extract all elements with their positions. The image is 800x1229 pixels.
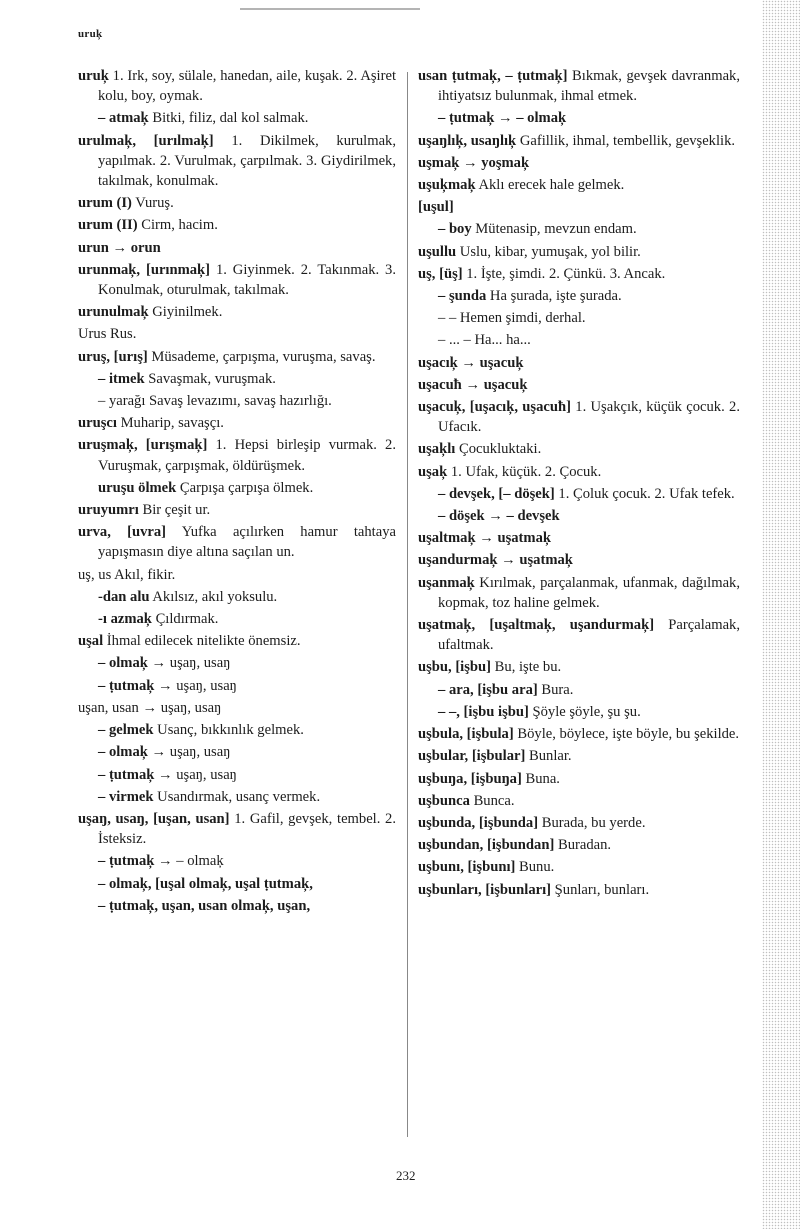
entry-headword: urva, [uvra] xyxy=(78,524,167,541)
dictionary-subentry xyxy=(78,765,396,785)
entry-definition: uşan, usan → uşaŋ, usaŋ xyxy=(78,699,222,716)
entry-headword: uşacuħ → uşacuķ xyxy=(418,376,528,393)
entry-definition: Usanç, bıkkınlık gelmek. xyxy=(153,722,304,739)
dictionary-subentry xyxy=(418,330,740,350)
dictionary-subentry xyxy=(418,219,740,239)
entry-headword: – itmek xyxy=(98,370,145,387)
entry-definition: – ... – Ha... ha... xyxy=(438,332,531,349)
entry-definition: İhmal edilecek nitelikte önemsiz. xyxy=(103,633,301,650)
entry-headword: uruşu ölmek xyxy=(98,479,177,496)
entry-definition: Yufka açılırken hamur tahtaya yapışmasın diye altına saçılan un. xyxy=(98,524,396,561)
dictionary-entry xyxy=(418,724,740,744)
entry-headword: uşacuķ, [uşacıķ, uşacuħ] xyxy=(418,399,571,416)
dictionary-entry xyxy=(78,500,396,520)
dictionary-subentry xyxy=(418,702,740,722)
entry-headword: urunmaķ, [urınmaķ] xyxy=(78,261,211,278)
entry-definition: Bura. xyxy=(537,681,574,698)
entry-headword: uşbundan, [işbundan] xyxy=(418,837,555,854)
entry-headword: uşatmaķ, [uşaltmaķ, uşandurmaķ] xyxy=(418,617,655,634)
entry-headword: uşmaķ → yoşmaķ xyxy=(418,154,530,171)
entry-definition: → uşaŋ, usaŋ xyxy=(154,677,237,694)
entry-definition: Böyle, böylece, işte böyle, bu şekilde. xyxy=(513,726,740,743)
entry-definition: 1. Çoluk çocuk. 2. Ufak tefek. xyxy=(554,485,735,502)
dictionary-subentry xyxy=(418,506,740,526)
entry-headword: uşandurmaķ → uşatmaķ xyxy=(418,552,573,569)
entry-definition: Bunlar. xyxy=(525,748,572,765)
entry-definition: Müsademe, çarpışma, vuruşma, savaş. xyxy=(147,348,376,365)
dictionary-entry xyxy=(78,66,396,106)
dictionary-subentry xyxy=(78,369,396,389)
dictionary-subentry xyxy=(78,676,396,696)
entry-definition: Vuruş. xyxy=(131,195,174,212)
entry-headword: uşaķlı xyxy=(418,441,456,458)
entry-definition: 1. Gafil, gevşek, tembel. 2. İsteksiz. xyxy=(98,810,396,848)
entry-headword: [uşul] xyxy=(418,199,454,216)
entry-headword: uşbunları, [işbunları] xyxy=(418,881,552,898)
entry-headword: uşaŋlıķ, usaŋlıķ xyxy=(418,132,517,149)
dictionary-entry xyxy=(418,397,740,437)
dictionary-entry xyxy=(78,522,396,562)
dictionary-entry xyxy=(78,131,396,192)
dictionary-entry xyxy=(418,835,740,855)
entry-definition: 1. Hepsi birleşip vurmak. 2. Vuruşmak, çarpışmak, öldürüşmek. xyxy=(98,437,397,474)
entry-definition: – yarağı Savaş levazımı, savaş hazırlığı. xyxy=(98,393,332,410)
entry-definition: Ha şurada, işte şurada. xyxy=(486,288,622,305)
entry-headword: -dan alu xyxy=(98,588,150,605)
entry-headword: uruşmaķ, [urışmaķ] xyxy=(78,437,208,454)
entry-definition: 1. Giyinmek. 2. Takınmak. 3. Konulmak, oturulmak, takılmak. xyxy=(98,261,396,299)
entry-headword: – olmaķ xyxy=(98,744,148,761)
dictionary-entry xyxy=(418,175,740,195)
dictionary-entry xyxy=(78,215,396,235)
entry-definition: Giyinilmek. xyxy=(148,304,223,321)
entry-definition: Muharip, savaşçı. xyxy=(116,415,224,432)
entry-definition: Çarpışa çarpışa ölmek. xyxy=(176,479,314,496)
entry-definition: Usandırmak, usanç vermek. xyxy=(153,788,321,805)
entry-headword: uşaŋ, usaŋ, [uşan, usan] xyxy=(78,810,230,827)
entry-definition: Parçalamak, ufaltmak. xyxy=(438,617,740,654)
entry-definition: 1. Uşakçık, küçük çocuk. 2. Ufacık. xyxy=(438,399,740,436)
dictionary-subentry xyxy=(418,308,740,328)
entry-headword: – ṭutmaķ xyxy=(98,677,155,694)
dictionary-entry xyxy=(418,197,740,217)
dictionary-subentry xyxy=(78,720,396,740)
entry-headword: uşbunca xyxy=(418,792,470,809)
dictionary-subentry xyxy=(78,851,396,871)
entry-headword: – atmaķ xyxy=(98,110,149,127)
entry-headword: – döşek → – devşek xyxy=(438,508,560,525)
entry-headword: urum (I) xyxy=(78,195,132,212)
dictionary-entry xyxy=(418,746,740,766)
dictionary-entry xyxy=(78,435,396,475)
dictionary-subentry xyxy=(418,484,740,504)
column-divider xyxy=(407,72,408,1137)
page-edge-texture xyxy=(762,0,800,1229)
entry-definition: Bıkmak, gevşek davranmak, ihtiyatsız bulunmak, ihmal etmek. xyxy=(438,68,740,105)
entry-headword: uruşcı xyxy=(78,415,117,432)
entry-definition: Bir çeşit ur. xyxy=(138,502,211,519)
dictionary-subentry xyxy=(78,587,396,607)
entry-definition: Bu, işte bu. xyxy=(491,659,562,676)
dictionary-entry xyxy=(78,347,396,367)
entry-headword: – ṭutmaķ, uşan, usan olmaķ, uşan, xyxy=(98,897,311,914)
entry-definition: uş, us Akıl, fikir. xyxy=(78,566,176,583)
entry-definition: Kırılmak, parçalanmak, ufanmak, dağılmak, kopmak, toz haline gelmek. xyxy=(438,574,740,611)
left-column xyxy=(78,66,396,918)
dictionary-entry xyxy=(78,324,396,344)
entry-headword: urum (II) xyxy=(78,217,138,234)
dictionary-subentry xyxy=(78,653,396,673)
dictionary-entry xyxy=(418,857,740,877)
entry-definition: 1. Irk, soy, sülale, hanedan, aile, kuşak. 2. Aşiret kolu, boy, oymak. xyxy=(98,68,396,105)
entry-definition: Bitki, filiz, dal kol salmak. xyxy=(148,110,309,127)
entry-headword: – şunda xyxy=(438,288,487,305)
dictionary-subentry xyxy=(78,742,396,762)
dictionary-subentry xyxy=(78,391,396,411)
entry-headword: uş, [üş] xyxy=(418,265,463,282)
entry-headword: uşbunı, [işbunı] xyxy=(418,859,516,876)
entry-headword: – olmaķ, [uşal olmaķ, uşal ṭutmaķ, xyxy=(98,875,313,892)
entry-definition: → uşaŋ, usaŋ xyxy=(147,655,231,672)
entry-headword: urun → orun xyxy=(78,239,161,256)
entry-definition: – – Hemen şimdi, derhal. xyxy=(438,310,586,327)
right-column xyxy=(418,66,740,902)
dictionary-entry xyxy=(78,413,396,433)
entry-definition: Cirm, hacim. xyxy=(137,217,218,234)
dictionary-entry xyxy=(78,809,396,849)
entry-headword: – ṭutmaķ → – olmaķ xyxy=(438,110,567,127)
entry-definition: Bunu. xyxy=(515,859,555,876)
dictionary-entry xyxy=(78,302,396,322)
entry-definition: Mütenasip, mevzun endam. xyxy=(471,221,637,238)
top-rule xyxy=(240,8,420,10)
entry-headword: uşbuŋa, [işbuŋa] xyxy=(418,770,522,787)
dictionary-entry xyxy=(418,880,740,900)
dictionary-entry xyxy=(418,131,740,151)
entry-definition: Akılsız, akıl yoksulu. xyxy=(149,588,278,605)
dictionary-subentry xyxy=(78,108,396,128)
page-number: 232 xyxy=(396,1168,416,1183)
running-head: uruķ xyxy=(78,28,103,40)
entry-headword: uşacıķ → uşacuķ xyxy=(418,354,524,371)
entry-headword: – virmek xyxy=(98,788,154,805)
dictionary-entry xyxy=(418,153,740,173)
dictionary-entry xyxy=(78,238,396,258)
dictionary-entry xyxy=(418,242,740,262)
dictionary-entry xyxy=(78,193,396,213)
dictionary-entry xyxy=(418,462,740,482)
entry-definition: 1. Dikilmek, kurulmak, yapılmak. 2. Vurulmak, çarpılmak. 3. Giydirilmek, takılmak, konulmak. xyxy=(98,132,396,190)
dictionary-entry xyxy=(418,573,740,613)
entry-headword: -ı azmaķ xyxy=(98,611,152,628)
entry-headword: uşbunda, [işbunda] xyxy=(418,814,539,831)
entry-headword: uruş, [urış] xyxy=(78,348,148,365)
dictionary-entry xyxy=(418,375,740,395)
dictionary-entry xyxy=(418,528,740,548)
dictionary-entry xyxy=(78,260,396,300)
dictionary-subentry xyxy=(78,609,396,629)
entry-definition: Şunları, bunları. xyxy=(551,881,650,898)
entry-headword: urulmaķ, [urılmaķ] xyxy=(78,132,214,149)
entry-definition: Savaşmak, vuruşmak. xyxy=(144,370,276,387)
entry-headword: uşaķ xyxy=(418,463,448,480)
dictionary-entry xyxy=(418,813,740,833)
entry-headword: uruyumrı xyxy=(78,502,139,519)
dictionary-entry xyxy=(78,565,396,585)
entry-definition: 1. Ufak, küçük. 2. Çocuk. xyxy=(447,463,602,480)
entry-headword: uşal xyxy=(78,633,104,650)
entry-definition: Uslu, kibar, yumuşak, yol bilir. xyxy=(456,243,641,260)
dictionary-entry xyxy=(78,698,396,718)
entry-headword: uşbula, [işbula] xyxy=(418,726,514,743)
dictionary-entry xyxy=(418,550,740,570)
entry-definition: → – olmaķ xyxy=(154,853,224,870)
dictionary-subentry xyxy=(418,286,740,306)
dictionary-subentry xyxy=(418,108,740,128)
dictionary-subentry xyxy=(78,874,396,894)
entry-headword: – boy xyxy=(438,221,472,238)
entry-headword: – gelmek xyxy=(98,722,154,739)
dictionary-entry xyxy=(418,264,740,284)
entry-definition: Urus Rus. xyxy=(78,326,137,343)
entry-definition: Burada, bu yerde. xyxy=(538,814,646,831)
dictionary-subentry xyxy=(78,787,396,807)
entry-definition: Çocukluktaki. xyxy=(455,441,542,458)
entry-headword: uşuķmaķ xyxy=(418,177,476,194)
entry-definition: Aklı erecek hale gelmek. xyxy=(475,177,625,194)
entry-definition: 1. İşte, şimdi. 2. Çünkü. 3. Ancak. xyxy=(462,265,666,282)
entry-headword: urunulmaķ xyxy=(78,304,149,321)
entry-headword: – ṭutmaķ xyxy=(98,766,155,783)
dictionary-subentry xyxy=(418,680,740,700)
entry-headword: uşbular, [işbular] xyxy=(418,748,526,765)
dictionary-entry xyxy=(418,439,740,459)
dictionary-entry xyxy=(418,791,740,811)
dictionary-entry xyxy=(418,615,740,655)
entry-definition: Bunca. xyxy=(469,792,515,809)
entry-definition: → uşaŋ, usaŋ xyxy=(154,766,237,783)
entry-definition: Çıldırmak. xyxy=(151,611,219,628)
entry-definition: Şöyle şöyle, şu şu. xyxy=(528,703,641,720)
entry-headword: – olmaķ xyxy=(98,655,148,672)
entry-definition: Buna. xyxy=(521,770,560,787)
entry-headword: – ara, [işbu ara] xyxy=(438,681,538,698)
entry-headword: uşanmaķ xyxy=(418,574,475,591)
entry-headword: uşbu, [işbu] xyxy=(418,659,492,676)
entry-headword: – ṭutmaķ xyxy=(98,853,155,870)
entry-headword: usan ṭutmaķ, – ṭutmaķ] xyxy=(418,68,568,84)
entry-headword: uruķ xyxy=(78,68,109,84)
dictionary-entry xyxy=(418,769,740,789)
dictionary-entry xyxy=(418,66,740,106)
entry-headword: – –, [işbu işbu] xyxy=(438,703,529,720)
entry-headword: – devşek, [– döşek] xyxy=(438,485,555,502)
dictionary-entry xyxy=(418,657,740,677)
entry-definition: Gafillik, ihmal, tembellik, gevşeklik. xyxy=(516,132,736,149)
dictionary-subentry xyxy=(78,896,396,916)
entry-headword: uşaltmaķ → uşatmaķ xyxy=(418,530,551,547)
dictionary-entry xyxy=(78,631,396,651)
dictionary-subentry xyxy=(78,478,396,498)
entry-headword: uşullu xyxy=(418,243,457,260)
entry-definition: Buradan. xyxy=(554,837,612,854)
dictionary-entry xyxy=(418,353,740,373)
entry-definition: → uşaŋ, usaŋ xyxy=(147,744,231,761)
